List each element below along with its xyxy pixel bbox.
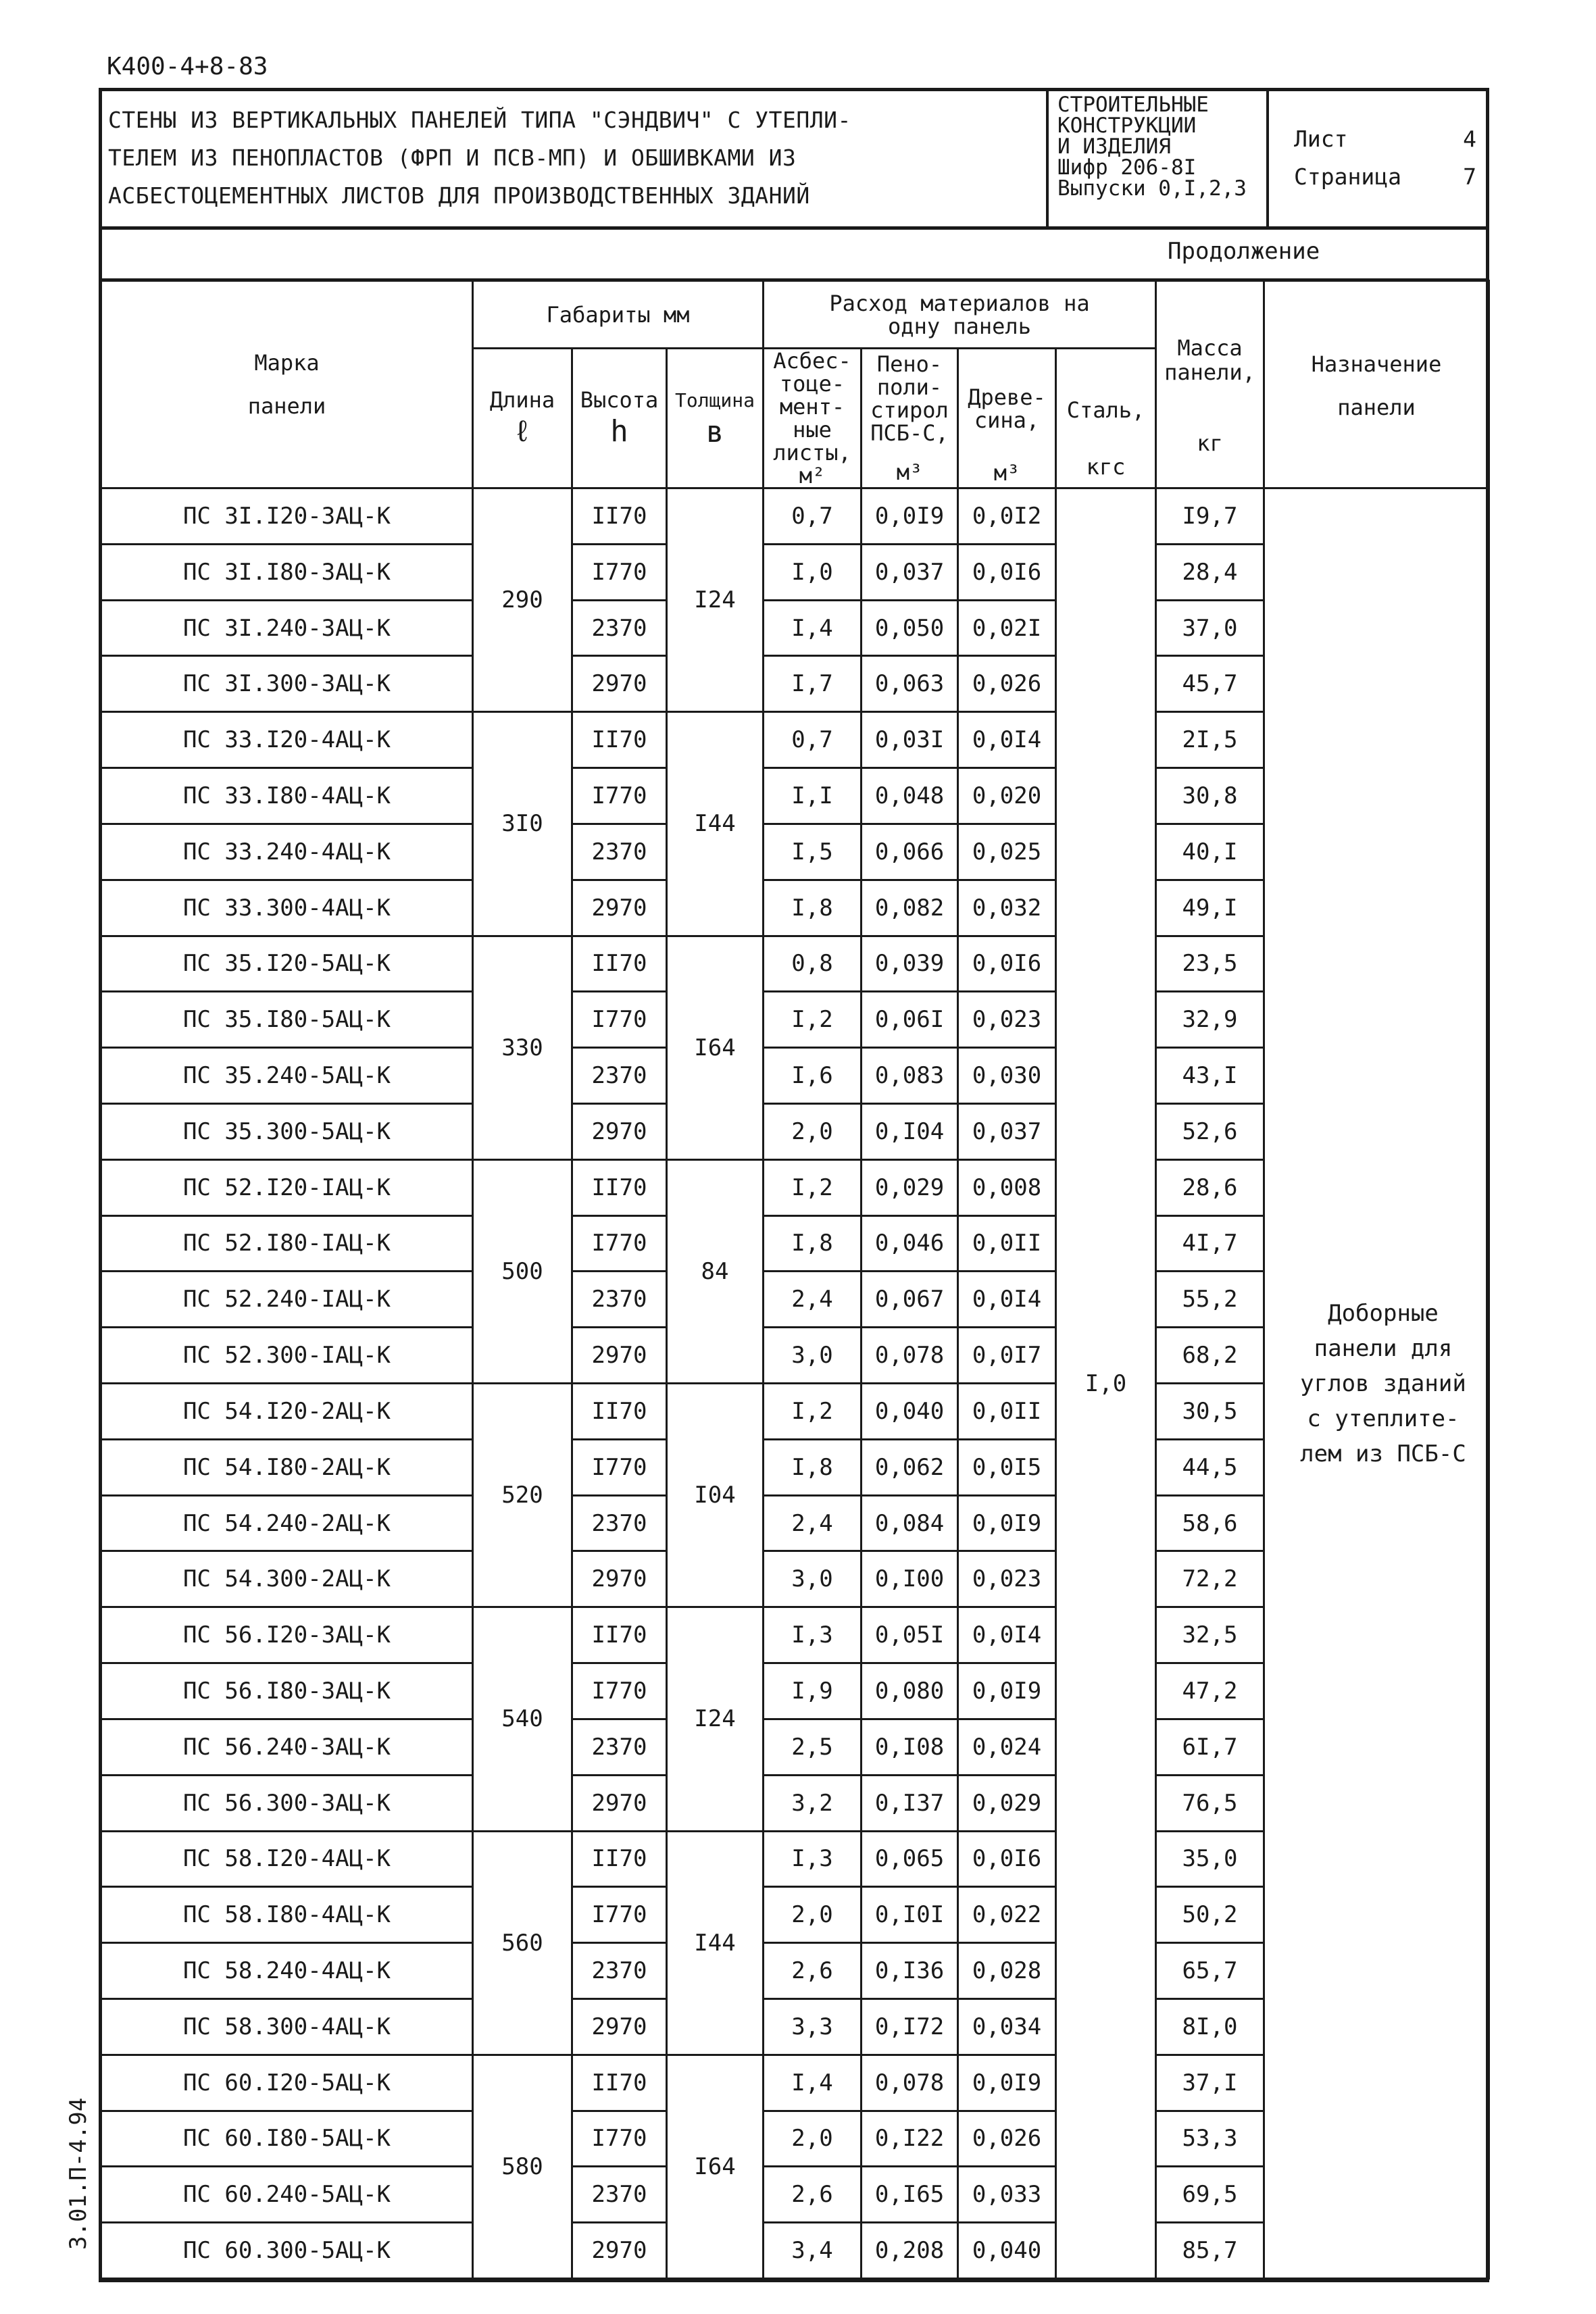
panel-mass: 4I,7	[1156, 1215, 1264, 1272]
wood-volume: 0,0I9	[958, 1663, 1056, 1719]
wood-volume: 0,0II	[958, 1215, 1056, 1272]
panel-length: 560	[473, 1831, 572, 2055]
wood-volume: 0,032	[958, 880, 1056, 936]
panel-mark: ПС 33.300-4АЦ-К	[101, 880, 473, 936]
foam-volume: 0,083	[862, 1048, 958, 1104]
wood-volume: 0,022	[958, 1887, 1056, 1943]
panel-mass: 55,2	[1156, 1272, 1264, 1328]
foam-volume: 0,037	[862, 544, 958, 600]
page-number: 7	[1463, 164, 1476, 190]
panel-mass: 28,4	[1156, 544, 1264, 600]
header-mark	[101, 281, 473, 488]
panel-height: 2370	[572, 824, 667, 880]
wood-volume: 0,033	[958, 2167, 1056, 2223]
panel-mark: ПС 58.I80-4АЦ-К	[101, 1887, 473, 1943]
panel-mass: 53,3	[1156, 2111, 1264, 2167]
wood-volume: 0,0I6	[958, 1831, 1056, 1887]
header-mass-unit: кг	[1197, 430, 1223, 456]
foam-volume: 0,082	[862, 880, 958, 936]
panel-height: II70	[572, 1831, 667, 1887]
asbestos-sheets: 2,0	[764, 1887, 862, 1943]
panel-height: 2970	[572, 2223, 667, 2279]
wood-volume: 0,0I9	[958, 1495, 1056, 1551]
panel-height: I770	[572, 768, 667, 824]
header-foam	[862, 349, 958, 488]
panel-height: I770	[572, 992, 667, 1048]
asbestos-sheets: 2,6	[764, 2167, 862, 2223]
foam-volume: 0,067	[862, 1272, 958, 1328]
foam-volume: 0,05I	[862, 1607, 958, 1663]
foam-volume: 0,040	[862, 1384, 958, 1440]
asbestos-sheets: I,6	[764, 1048, 862, 1104]
panel-mark: ПС 52.I80-IАЦ-К	[101, 1215, 473, 1272]
foam-volume: 0,03I	[862, 712, 958, 768]
panel-mass: I9,7	[1156, 488, 1264, 545]
panel-mass: 23,5	[1156, 936, 1264, 992]
panel-mass: 45,7	[1156, 656, 1264, 712]
foam-volume: 0,063	[862, 656, 958, 712]
panel-height: 2370	[572, 1719, 667, 1775]
panel-height: 2370	[572, 1943, 667, 1999]
panel-mark: ПС 60.300-5АЦ-К	[101, 2223, 473, 2279]
foam-volume: 0,I0I	[862, 1887, 958, 1943]
panel-mass: 30,8	[1156, 768, 1264, 824]
foam-volume: 0,208	[862, 2223, 958, 2279]
panel-mark: ПС 52.300-IАЦ-К	[101, 1328, 473, 1384]
panel-mark: ПС 56.I80-3АЦ-К	[101, 1663, 473, 1719]
header-asbestos-text: Асбес-тоце-мент-ные листы,	[773, 348, 851, 466]
series-line: СТРОИТЕЛЬНЫЕ	[1057, 93, 1209, 117]
panel-height: I770	[572, 1439, 667, 1495]
wood-volume: 0,040	[958, 2223, 1056, 2279]
panel-mark: ПС 3I.I20-3АЦ-К	[101, 488, 473, 545]
panel-mark: ПС 54.I20-2АЦ-К	[101, 1384, 473, 1440]
panel-length: 330	[473, 936, 572, 1159]
panel-height: 2970	[572, 1328, 667, 1384]
panel-mass: 47,2	[1156, 1663, 1264, 1719]
thickness-symbol: в	[705, 415, 724, 449]
foam-volume: 0,I04	[862, 1103, 958, 1159]
asbestos-sheets: 0,7	[764, 712, 862, 768]
asbestos-sheets: 3,4	[764, 2223, 862, 2279]
document-code: К400-4+8-83	[107, 53, 268, 80]
asbestos-sheets: 0,7	[764, 488, 862, 545]
foam-volume: 0,06I	[862, 992, 958, 1048]
asbestos-sheets: 2,5	[764, 1719, 862, 1775]
panel-height: II70	[572, 2055, 667, 2111]
panel-height: I770	[572, 1887, 667, 1943]
wood-volume: 0,034	[958, 1998, 1056, 2055]
sheet-number: 4	[1463, 126, 1476, 152]
header-height-text: Высота	[580, 387, 659, 413]
panel-mass: 2I,5	[1156, 712, 1264, 768]
asbestos-sheets: 2,4	[764, 1495, 862, 1551]
wood-volume: 0,0I6	[958, 936, 1056, 992]
length-symbol: ℓ	[513, 414, 532, 449]
panel-mass: 69,5	[1156, 2167, 1264, 2223]
foam-volume: 0,050	[862, 600, 958, 656]
asbestos-sheets: I,I	[764, 768, 862, 824]
asbestos-sheets: 2,0	[764, 2111, 862, 2167]
foam-volume: 0,078	[862, 1328, 958, 1384]
panel-mass: 65,7	[1156, 1943, 1264, 1999]
continuation-label: Продолжение	[1168, 238, 1320, 265]
panel-height: 2370	[572, 1048, 667, 1104]
asbestos-sheets: I,8	[764, 1439, 862, 1495]
foam-volume: 0,029	[862, 1159, 958, 1215]
foam-volume: 0,0I9	[862, 488, 958, 545]
series-line: И ИЗДЕЛИЯ	[1057, 134, 1171, 159]
steel-consumption: I,0	[1056, 488, 1156, 2279]
header-wood-unit: м³	[993, 460, 1020, 486]
wood-volume: 0,020	[958, 768, 1056, 824]
panel-height: 2970	[572, 656, 667, 712]
panel-height: I770	[572, 1215, 667, 1272]
panel-length: 290	[473, 488, 572, 712]
panel-height: 2370	[572, 1272, 667, 1328]
wood-volume: 0,025	[958, 824, 1056, 880]
wood-volume: 0,0I4	[958, 1272, 1056, 1328]
header-foam-text: Пено-поли-стирол ПСБ-С,	[870, 351, 949, 446]
asbestos-sheets: 2,4	[764, 1272, 862, 1328]
foam-volume: 0,066	[862, 824, 958, 880]
panel-thickness: I44	[667, 712, 764, 936]
panel-height: II70	[572, 488, 667, 545]
panel-mass: 30,5	[1156, 1384, 1264, 1440]
panel-mark: ПС 60.I20-5АЦ-К	[101, 2055, 473, 2111]
panel-mass: 37,0	[1156, 600, 1264, 656]
asbestos-sheets: I,3	[764, 1831, 862, 1887]
header-asbestos-unit: м²	[799, 463, 826, 488]
foam-volume: 0,046	[862, 1215, 958, 1272]
header-steel-unit: кгс	[1086, 454, 1126, 480]
asbestos-sheets: I,4	[764, 600, 862, 656]
header-length	[473, 349, 572, 488]
wood-volume: 0,0I4	[958, 1607, 1056, 1663]
asbestos-sheets: I,2	[764, 992, 862, 1048]
panel-height: 2370	[572, 600, 667, 656]
panel-height: 2370	[572, 2167, 667, 2223]
asbestos-sheets: 3,0	[764, 1551, 862, 1607]
panel-mark: ПС 58.240-4АЦ-К	[101, 1943, 473, 1999]
panel-mass: 40,I	[1156, 824, 1264, 880]
wood-volume: 0,037	[958, 1103, 1056, 1159]
panel-length: 520	[473, 1384, 572, 1607]
foam-volume: 0,078	[862, 2055, 958, 2111]
header-wood	[958, 349, 1056, 488]
height-symbol: h	[610, 414, 628, 449]
asbestos-sheets: 3,2	[764, 1775, 862, 1831]
foam-volume: 0,062	[862, 1439, 958, 1495]
asbestos-sheets: I,3	[764, 1607, 862, 1663]
document-title	[108, 101, 1041, 215]
wood-volume: 0,0II	[958, 1384, 1056, 1440]
panel-mark: ПС 35.240-5АЦ-К	[101, 1048, 473, 1104]
panel-mass: 76,5	[1156, 1775, 1264, 1831]
header-mass-text: Масса панели,	[1164, 335, 1255, 385]
foam-volume: 0,I65	[862, 2167, 958, 2223]
panel-thickness: 84	[667, 1159, 764, 1383]
header-purpose	[1264, 281, 1489, 488]
wood-volume: 0,029	[958, 1775, 1056, 1831]
panel-mass: 44,5	[1156, 1439, 1264, 1495]
asbestos-sheets: I,9	[764, 1663, 862, 1719]
asbestos-sheets: 0,8	[764, 936, 862, 992]
panel-mark: ПС 3I.240-3АЦ-К	[101, 600, 473, 656]
wood-volume: 0,0I7	[958, 1328, 1056, 1384]
title-divider	[1266, 88, 1269, 230]
panel-height: I770	[572, 2111, 667, 2167]
title-line: ТЕЛЕМ ИЗ ПЕНОПЛАСТОВ (ФРП И ПСВ-МП) И ОБШИВКАМИ ИЗ	[108, 145, 797, 171]
panel-height: 2970	[572, 1103, 667, 1159]
panel-height: II70	[572, 1384, 667, 1440]
wood-volume: 0,026	[958, 656, 1056, 712]
foam-volume: 0,065	[862, 1831, 958, 1887]
header-asbestos	[764, 349, 862, 488]
page-label: Страница	[1294, 164, 1401, 190]
header-thickness	[667, 349, 764, 488]
panel-height: 2970	[572, 1551, 667, 1607]
sheet-info	[1294, 120, 1476, 196]
series-line: КОНСТРУКЦИИ	[1057, 114, 1197, 138]
foam-volume: 0,I37	[862, 1775, 958, 1831]
wood-volume: 0,026	[958, 2111, 1056, 2167]
panel-height: 2970	[572, 1775, 667, 1831]
panel-height: I770	[572, 544, 667, 600]
panel-mass: 43,I	[1156, 1048, 1264, 1104]
foam-volume: 0,I22	[862, 2111, 958, 2167]
panel-mark: ПС 35.I80-5АЦ-К	[101, 992, 473, 1048]
foam-volume: 0,I00	[862, 1551, 958, 1607]
panel-thickness: I64	[667, 936, 764, 1159]
header-length-text: Длина	[489, 387, 555, 413]
foam-volume: 0,080	[862, 1663, 958, 1719]
panel-mark: ПС 35.300-5АЦ-К	[101, 1103, 473, 1159]
wood-volume: 0,0I4	[958, 712, 1056, 768]
wood-volume: 0,024	[958, 1719, 1056, 1775]
panel-length: 500	[473, 1159, 572, 1383]
header-mark-text: Марка панели	[247, 350, 326, 419]
foam-volume: 0,I72	[862, 1998, 958, 2055]
asbestos-sheets: I,7	[764, 656, 862, 712]
panel-height: II70	[572, 1607, 667, 1663]
series-line: Шифр 206-8I	[1057, 155, 1197, 180]
wood-volume: 0,0I5	[958, 1439, 1056, 1495]
asbestos-sheets: 3,0	[764, 1328, 862, 1384]
asbestos-sheets: 2,0	[764, 1103, 862, 1159]
header-wood-text: Древе-сина,	[968, 384, 1046, 433]
foam-volume: 0,084	[862, 1495, 958, 1551]
panel-mark: ПС 56.I20-3АЦ-К	[101, 1607, 473, 1663]
asbestos-sheets: I,5	[764, 824, 862, 880]
asbestos-sheets: I,8	[764, 1215, 862, 1272]
series-line: Выпуски 0,I,2,3	[1057, 176, 1247, 201]
panel-thickness: I24	[667, 1607, 764, 1831]
panel-spec-table	[100, 280, 1490, 2280]
panel-mass: 85,7	[1156, 2223, 1264, 2279]
panel-mass: 28,6	[1156, 1159, 1264, 1215]
header-foam-unit: м³	[896, 459, 923, 485]
header-materials	[764, 281, 1156, 349]
panel-mark: ПС 33.I20-4АЦ-К	[101, 712, 473, 768]
panel-mass: 8I,0	[1156, 1998, 1264, 2055]
foam-volume: 0,I36	[862, 1943, 958, 1999]
panel-purpose: Доборные панели для углов зданий с утеплите-лем из ПСБ-С	[1264, 488, 1489, 2279]
asbestos-sheets: I,0	[764, 544, 862, 600]
wood-volume: 0,028	[958, 1943, 1056, 1999]
panel-thickness: I04	[667, 1384, 764, 1607]
panel-mark: ПС 58.I20-4АЦ-К	[101, 1831, 473, 1887]
header-purpose-text: Назначение панели	[1311, 351, 1442, 420]
panel-mass: 37,I	[1156, 2055, 1264, 2111]
panel-mass: 50,2	[1156, 1887, 1264, 1943]
title-divider	[1046, 88, 1049, 230]
title-line: АСБЕСТОЦЕМЕНТНЫХ ЛИСТОВ ДЛЯ ПРОИЗВОДСТВЕННЫХ ЗДАНИЙ	[108, 182, 810, 209]
panel-mass: 52,6	[1156, 1103, 1264, 1159]
series-info	[1057, 95, 1247, 199]
panel-mass: 72,2	[1156, 1551, 1264, 1607]
wood-volume: 0,0I2	[958, 488, 1056, 545]
asbestos-sheets: I,2	[764, 1384, 862, 1440]
wood-volume: 0,02I	[958, 600, 1056, 656]
panel-mass: 6I,7	[1156, 1719, 1264, 1775]
panel-mark: ПС 33.240-4АЦ-К	[101, 824, 473, 880]
panel-mark: ПС 56.240-3АЦ-К	[101, 1719, 473, 1775]
panel-mass: 49,I	[1156, 880, 1264, 936]
panel-mark: ПС 35.I20-5АЦ-К	[101, 936, 473, 992]
panel-length: 3I0	[473, 712, 572, 936]
panel-mark: ПС 52.I20-IАЦ-К	[101, 1159, 473, 1215]
asbestos-sheets: I,2	[764, 1159, 862, 1215]
asbestos-sheets: 2,6	[764, 1943, 862, 1999]
panel-height: II70	[572, 1159, 667, 1215]
header-steel	[1056, 349, 1156, 488]
panel-mark: ПС 3I.300-3АЦ-К	[101, 656, 473, 712]
panel-height: II70	[572, 936, 667, 992]
sheet-label: Лист	[1294, 126, 1348, 152]
foam-volume: 0,048	[862, 768, 958, 824]
panel-mass: 58,6	[1156, 1495, 1264, 1551]
panel-mass: 32,5	[1156, 1607, 1264, 1663]
wood-volume: 0,023	[958, 1551, 1056, 1607]
panel-height: I770	[572, 1663, 667, 1719]
asbestos-sheets: I,8	[764, 880, 862, 936]
header-thickness-text: Толщина	[674, 389, 755, 411]
panel-mark: ПС 60.240-5АЦ-К	[101, 2167, 473, 2223]
foam-volume: 0,039	[862, 936, 958, 992]
wood-volume: 0,030	[958, 1048, 1056, 1104]
header-materials-text: Расход материалов на одну панель	[829, 290, 1090, 339]
panel-height: 2370	[572, 1495, 667, 1551]
panel-mark: ПС 60.I80-5АЦ-К	[101, 2111, 473, 2167]
panel-height: 2970	[572, 1998, 667, 2055]
panel-mass: 32,9	[1156, 992, 1264, 1048]
panel-mark: ПС 3I.I80-3АЦ-К	[101, 544, 473, 600]
panel-length: 580	[473, 2055, 572, 2278]
panel-mark: ПС 33.I80-4АЦ-К	[101, 768, 473, 824]
asbestos-sheets: 3,3	[764, 1998, 862, 2055]
wood-volume: 0,0I9	[958, 2055, 1056, 2111]
foam-volume: 0,I08	[862, 1719, 958, 1775]
wood-volume: 0,023	[958, 992, 1056, 1048]
panel-mark: ПС 56.300-3АЦ-К	[101, 1775, 473, 1831]
side-document-code: 3.01.П-4.94	[65, 2097, 92, 2250]
panel-mass: 68,2	[1156, 1328, 1264, 1384]
asbestos-sheets: I,4	[764, 2055, 862, 2111]
panel-height: II70	[572, 712, 667, 768]
panel-height: 2970	[572, 880, 667, 936]
wood-volume: 0,0I6	[958, 544, 1056, 600]
table-row	[101, 488, 1489, 545]
title-line: СТЕНЫ ИЗ ВЕРТИКАЛЬНЫХ ПАНЕЛЕЙ ТИПА "СЭНДВИЧ" С УТЕПЛИ-	[108, 107, 851, 133]
panel-mark: ПС 54.240-2АЦ-К	[101, 1495, 473, 1551]
panel-thickness: I24	[667, 488, 764, 712]
panel-mark: ПС 54.I80-2АЦ-К	[101, 1439, 473, 1495]
header-height	[572, 349, 667, 488]
panel-mark: ПС 58.300-4АЦ-К	[101, 1998, 473, 2055]
panel-mark: ПС 54.300-2АЦ-К	[101, 1551, 473, 1607]
panel-mass: 35,0	[1156, 1831, 1264, 1887]
wood-volume: 0,008	[958, 1159, 1056, 1215]
panel-thickness: I44	[667, 1831, 764, 2055]
panel-length: 540	[473, 1607, 572, 1831]
header-dimensions: Габариты мм	[473, 281, 764, 349]
panel-thickness: I64	[667, 2055, 764, 2278]
panel-mark: ПС 52.240-IАЦ-К	[101, 1272, 473, 1328]
header-steel-text: Сталь,	[1066, 397, 1145, 423]
header-mass	[1156, 281, 1264, 488]
